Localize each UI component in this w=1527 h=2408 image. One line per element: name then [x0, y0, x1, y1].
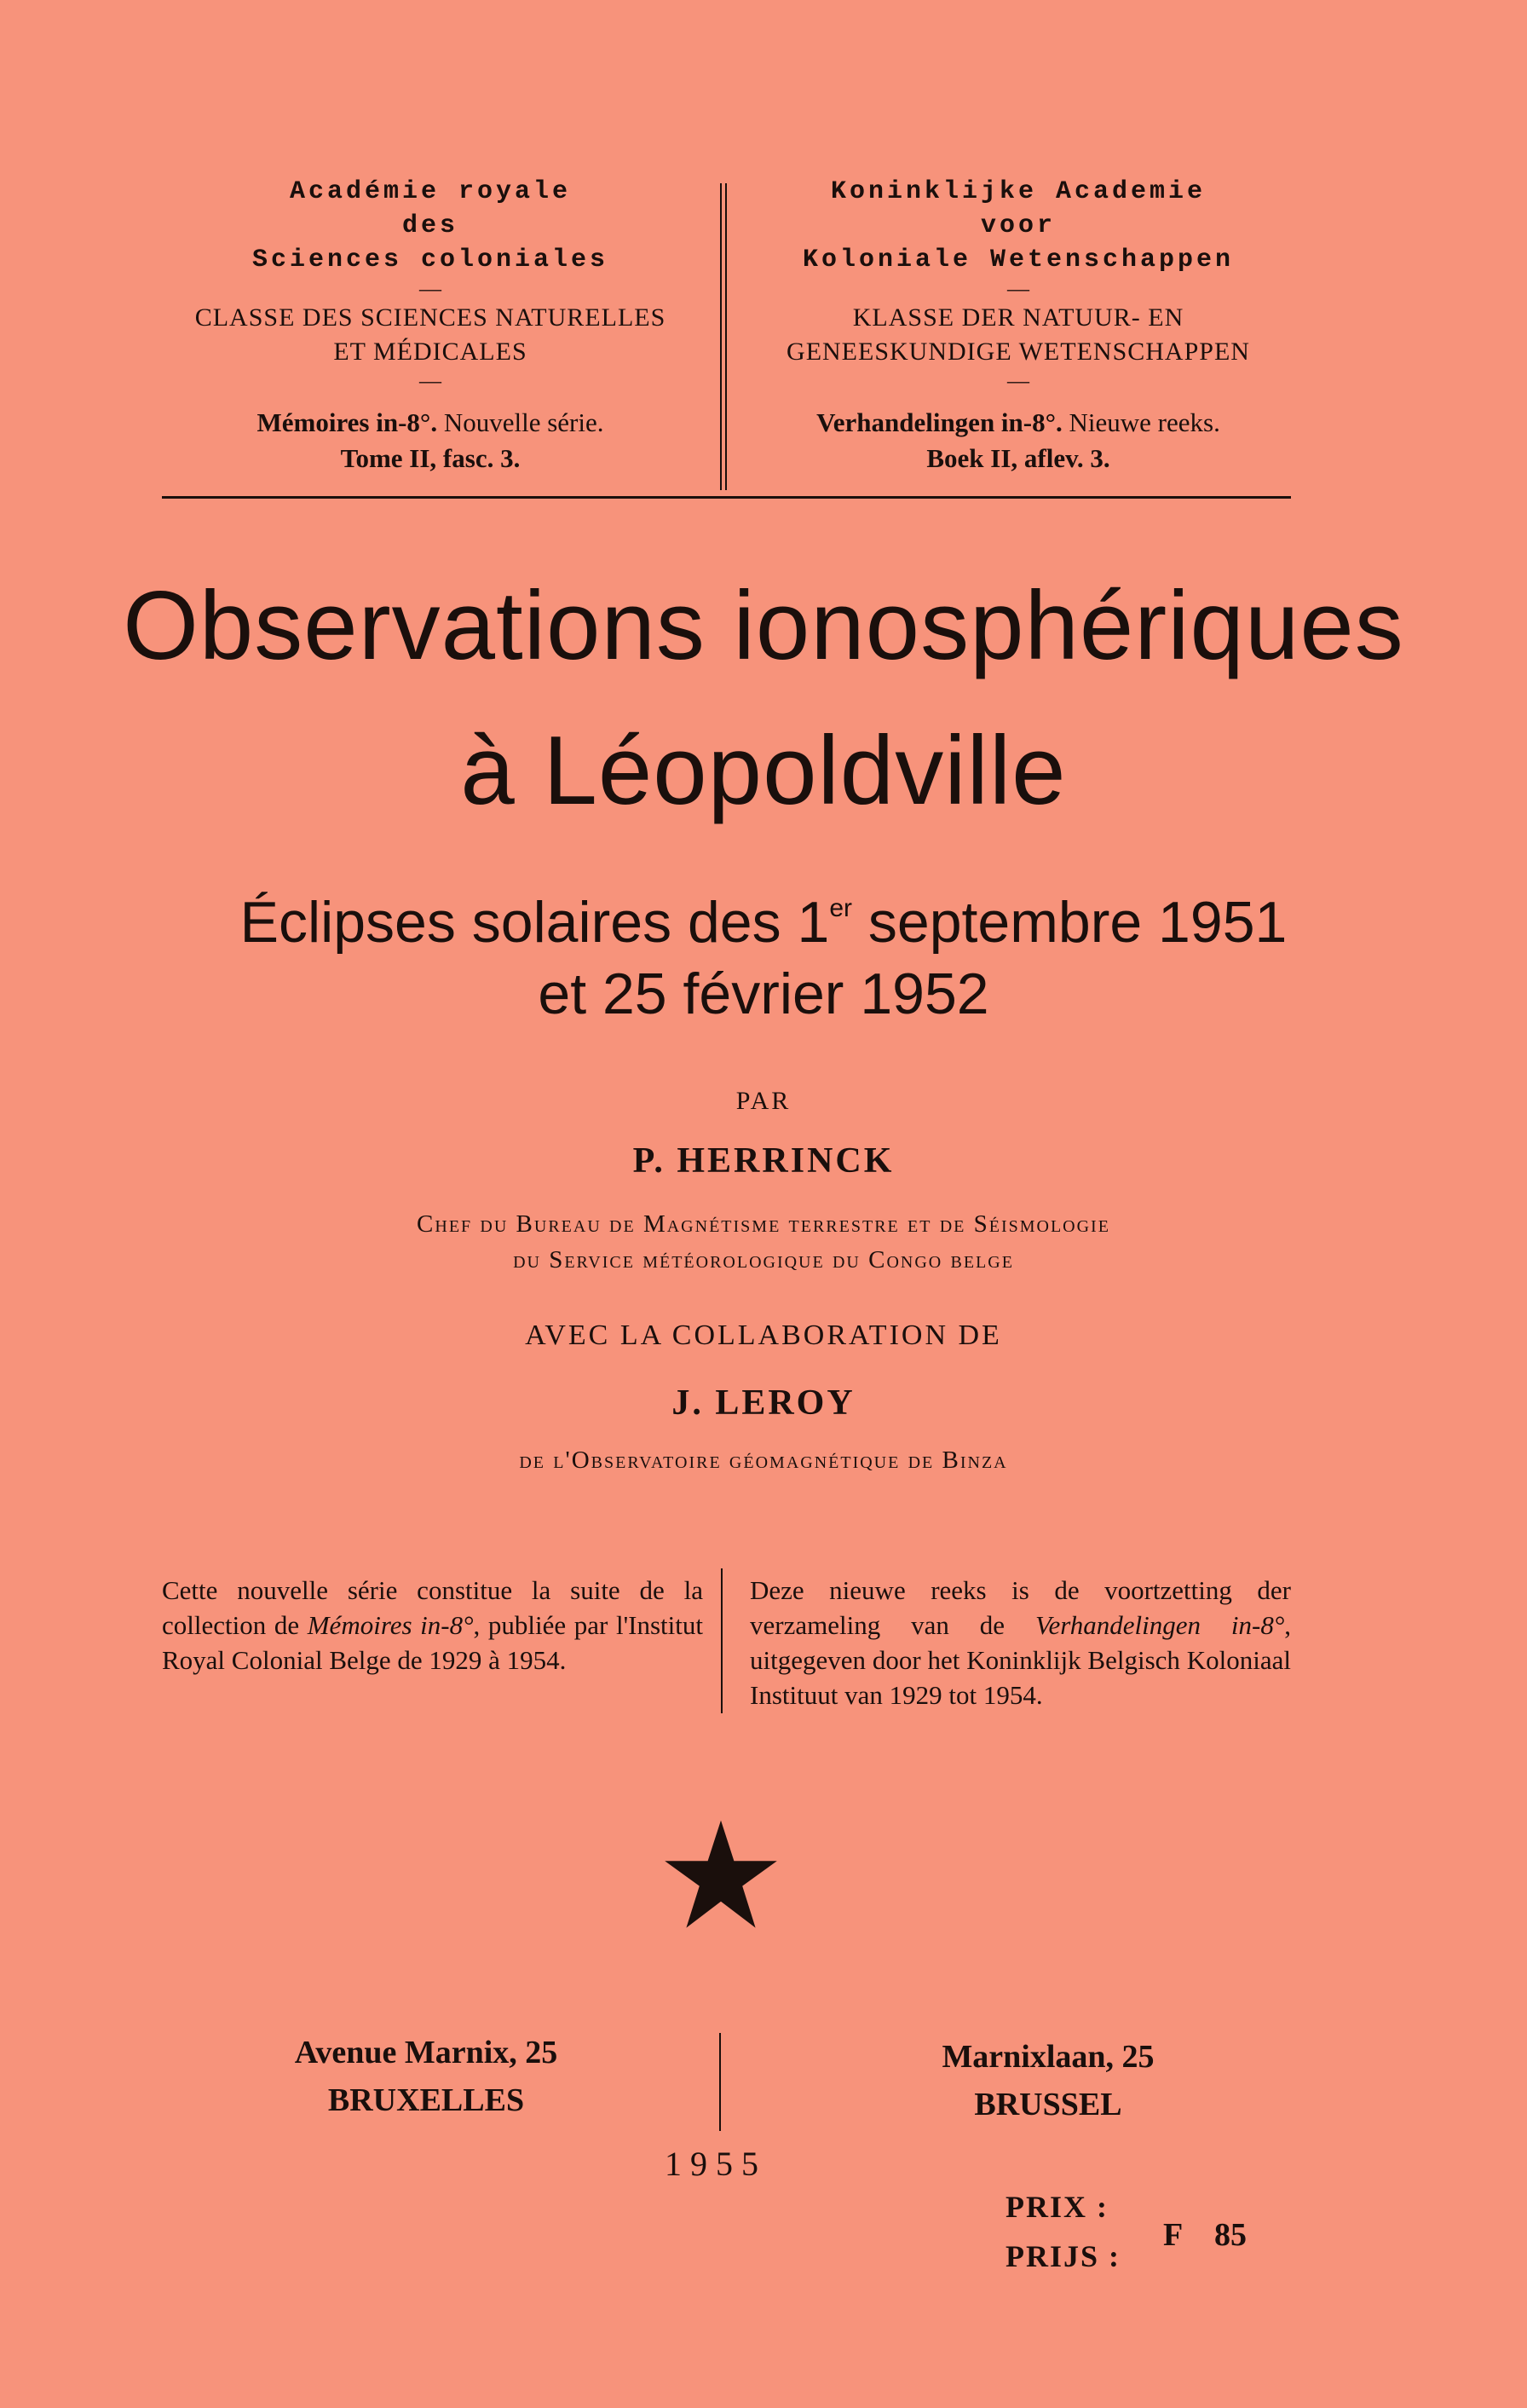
header-rule [162, 496, 1291, 499]
academy-name-fr-1: Académie royale [289, 177, 572, 206]
prix-label: PRIX : [1006, 2190, 1109, 2224]
price-amount: 85 [1214, 2217, 1247, 2253]
author-2-name: J. LEROY [671, 1383, 856, 1423]
page-title-line-2: à Léopoldville [460, 717, 1067, 825]
header-separator-1 [720, 183, 722, 490]
divider-dash: — [419, 276, 441, 301]
publication-year: 1955 [665, 2145, 767, 2183]
star-icon [661, 1816, 781, 1935]
memoires-series: Mémoires in-8°. Nouvelle série. [256, 407, 604, 437]
boek-info: Boek II, aflev. 3. [926, 443, 1110, 473]
price-labels [1006, 2182, 1121, 2281]
academy-name-fr-3: Sciences coloniales [251, 245, 609, 274]
subtitle-line-1: Éclipses solaires des 1er septembre 1951 [239, 890, 1288, 955]
klasse-nl-2: GENEESKUNDIGE WETENSCHAPPEN [787, 338, 1250, 366]
author-1-name: P. HERRINCK [632, 1141, 895, 1181]
klasse-nl-1: KLASSE DER NATUUR- EN [852, 303, 1184, 332]
address-fr-city: BRUXELLES [327, 2082, 525, 2118]
verhandelingen-series: Verhandelingen in-8°. Nieuwe reeks. [816, 407, 1220, 437]
subtitle-line-2: et 25 février 1952 [538, 961, 989, 1026]
academy-name-fr-2: des [401, 211, 458, 240]
academy-name-nl-3: Koloniale Wetenschappen [802, 245, 1235, 274]
header-left-column [158, 175, 703, 476]
classe-fr-2: ET MÉDICALES [333, 338, 527, 366]
series-note-nl: Deze nieuwe reeks is de voortzetting der verzameling van de Verhandelingen in-8°, uitgegeven door het Koninklijk Belgisch Koloniaal Instituut van 1929 tot 1954. [750, 1575, 1291, 1710]
price-currency: F [1163, 2217, 1184, 2253]
par-label: PAR [735, 1087, 792, 1115]
page-title-line-1: Observations ionosphériques [123, 572, 1404, 680]
header-right-column [741, 175, 1295, 476]
address-nl-city: BRUSSEL [974, 2087, 1122, 2122]
address-fr [196, 2029, 656, 2124]
tome-info: Tome II, fasc. 3. [340, 443, 521, 473]
divider-dash: — [1007, 276, 1029, 301]
prijs-label: PRIJS : [1006, 2239, 1121, 2273]
notes-separator [721, 1568, 723, 1713]
footer-separator [719, 2033, 721, 2131]
header-separator-2 [725, 183, 727, 490]
author-1-affiliation-1: Chef du Bureau de Magnétisme terrestre et de Séismologie [417, 1210, 1110, 1238]
author-1-affiliation-2: du Service météorologique du Congo belge [513, 1246, 1014, 1273]
divider-dash: — [1007, 368, 1029, 393]
academy-name-nl-1: Koninklijke Academie [830, 177, 1207, 206]
collaboration-label: AVEC LA COLLABORATION DE [525, 1319, 1002, 1351]
address-nl [818, 2033, 1278, 2128]
author-2-affiliation: de l'Observatoire géomagnétique de Binza [519, 1447, 1008, 1474]
classe-fr-1: CLASSE DES SCIENCES NATURELLES [194, 303, 666, 332]
divider-dash: — [419, 368, 441, 393]
address-nl-street: Marnixlaan, 25 [942, 2039, 1155, 2075]
series-note-fr: Cette nouvelle série constitue la suite de la collection de Mémoires in-8°, publiée par l'Institut Royal Colonial Belge de 1929 à 1954. [162, 1575, 703, 1675]
academy-name-nl-2: voor [980, 211, 1056, 240]
address-fr-street: Avenue Marnix, 25 [294, 2035, 558, 2070]
